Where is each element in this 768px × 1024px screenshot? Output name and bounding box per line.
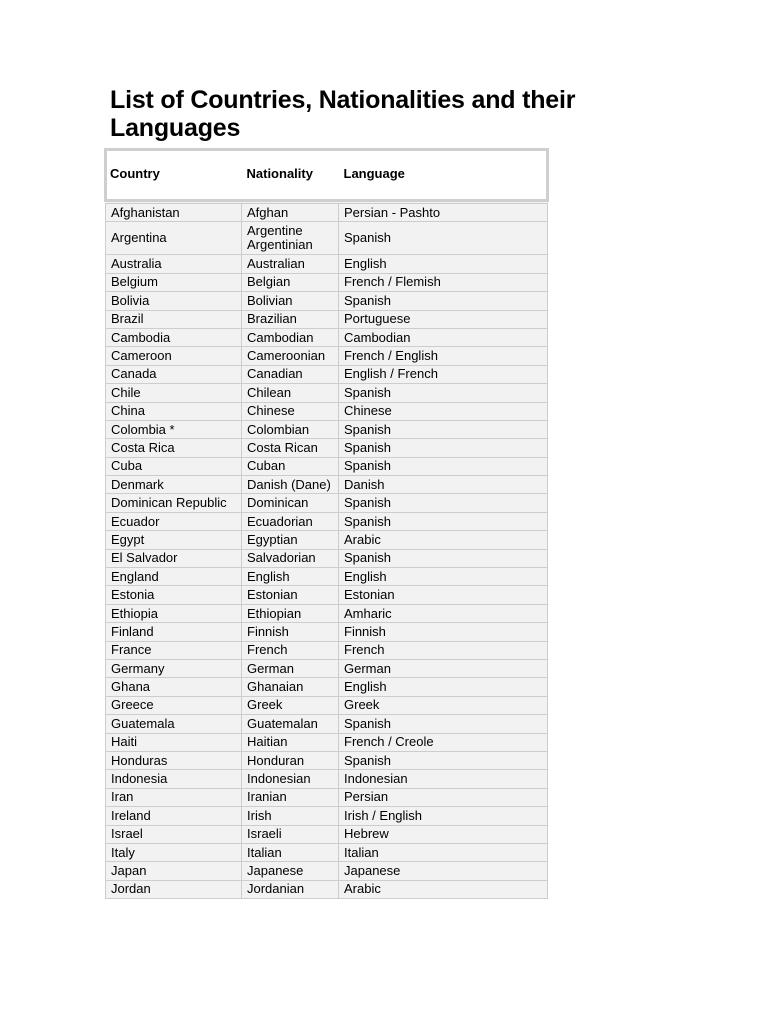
cell-country: Belgium: [106, 273, 242, 291]
cell-country: Guatemala: [106, 715, 242, 733]
cell-country: Colombia *: [106, 420, 242, 438]
table-row: [106, 439, 548, 457]
table-row: [106, 402, 548, 420]
page-title: List of Countries, Nationalities and their Languages: [110, 86, 576, 142]
cell-nationality: Chilean: [242, 384, 339, 402]
cell-nationality: English: [242, 568, 339, 586]
cell-nationality: Cameroonian: [242, 347, 339, 365]
cell-language: French / English: [339, 347, 548, 365]
cell-language: Persian - Pashto: [339, 204, 548, 222]
cell-country: Cameroon: [106, 347, 242, 365]
cell-language: Spanish: [339, 384, 548, 402]
cell-country: Germany: [106, 659, 242, 677]
table-row: [106, 807, 548, 825]
table-body: [106, 201, 548, 899]
cell-country: Cuba: [106, 457, 242, 475]
cell-nationality: Danish (Dane): [242, 476, 339, 494]
cell-country: Ireland: [106, 807, 242, 825]
cell-nationality: Italian: [242, 843, 339, 861]
table-row: [106, 204, 548, 222]
cell-nationality: Canadian: [242, 365, 339, 383]
cell-country: Japan: [106, 862, 242, 880]
cell-country: France: [106, 641, 242, 659]
cell-nationality: Iranian: [242, 788, 339, 806]
table-row: [106, 457, 548, 475]
table-row: [106, 347, 548, 365]
cell-language: Cambodian: [339, 328, 548, 346]
cell-country: Greece: [106, 696, 242, 714]
cell-country: Dominican Republic: [106, 494, 242, 512]
cell-country: Bolivia: [106, 292, 242, 310]
cell-country: Ecuador: [106, 512, 242, 530]
cell-language: Spanish: [339, 292, 548, 310]
cell-nationality: French: [242, 641, 339, 659]
cell-language: Danish: [339, 476, 548, 494]
nationality-line: Argentine: [247, 223, 303, 239]
cell-language: Spanish: [339, 439, 548, 457]
cell-nationality: Ethiopian: [242, 604, 339, 622]
table-header-row: [106, 150, 548, 201]
cell-language: Arabic: [339, 531, 548, 549]
cell-language: Hebrew: [339, 825, 548, 843]
cell-country: Egypt: [106, 531, 242, 549]
cell-language: Spanish: [339, 457, 548, 475]
cell-language: English / French: [339, 365, 548, 383]
cell-nationality: Estonian: [242, 586, 339, 604]
cell-language: Chinese: [339, 402, 548, 420]
cell-country: Ethiopia: [106, 604, 242, 622]
header-country: Country: [106, 150, 242, 201]
cell-language: Greek: [339, 696, 548, 714]
cell-country: Israel: [106, 825, 242, 843]
header-language: Language: [339, 150, 548, 201]
cell-language: Spanish: [339, 751, 548, 769]
table-row: [106, 641, 548, 659]
table-row: [106, 568, 548, 586]
cell-nationality: Bolivian: [242, 292, 339, 310]
table-row: [106, 222, 548, 255]
cell-language: Spanish: [339, 494, 548, 512]
cell-country: Argentina: [106, 222, 242, 255]
cell-nationality: Indonesian: [242, 770, 339, 788]
nationality-line: Argentinian: [247, 237, 313, 253]
cell-country: Haiti: [106, 733, 242, 751]
cell-country: Finland: [106, 623, 242, 641]
table-row: [106, 365, 548, 383]
table-row: [106, 678, 548, 696]
cell-nationality: Honduran: [242, 751, 339, 769]
cell-nationality: Jordanian: [242, 880, 339, 898]
cell-language: Indonesian: [339, 770, 548, 788]
countries-table: [104, 148, 549, 899]
cell-country: El Salvador: [106, 549, 242, 567]
table-row: [106, 531, 548, 549]
table-row: [106, 273, 548, 291]
table-row: [106, 751, 548, 769]
cell-language: Spanish: [339, 420, 548, 438]
cell-nationality: Finnish: [242, 623, 339, 641]
cell-language: Amharic: [339, 604, 548, 622]
table-row: [106, 384, 548, 402]
table-row: [106, 476, 548, 494]
table-row: [106, 623, 548, 641]
cell-country: Chile: [106, 384, 242, 402]
cell-country: Canada: [106, 365, 242, 383]
cell-country: Costa Rica: [106, 439, 242, 457]
cell-country: Italy: [106, 843, 242, 861]
cell-country: Brazil: [106, 310, 242, 328]
table-row: [106, 586, 548, 604]
cell-country: England: [106, 568, 242, 586]
table-row: [106, 420, 548, 438]
cell-language: Estonian: [339, 586, 548, 604]
cell-nationality: Salvadorian: [242, 549, 339, 567]
cell-nationality: Brazilian: [242, 310, 339, 328]
cell-language: Arabic: [339, 880, 548, 898]
cell-country: China: [106, 402, 242, 420]
cell-nationality: Greek: [242, 696, 339, 714]
cell-language: Spanish: [339, 549, 548, 567]
table-row: [106, 549, 548, 567]
cell-language: Spanish: [339, 715, 548, 733]
cell-nationality: Haitian: [242, 733, 339, 751]
table-row: [106, 862, 548, 880]
table-row: [106, 770, 548, 788]
cell-country: Cambodia: [106, 328, 242, 346]
cell-language: English: [339, 568, 548, 586]
cell-country: Estonia: [106, 586, 242, 604]
countries-table-container: [104, 148, 546, 899]
table-row: [106, 825, 548, 843]
cell-country: Iran: [106, 788, 242, 806]
cell-country: Denmark: [106, 476, 242, 494]
cell-language: French / Creole: [339, 733, 548, 751]
cell-nationality: Ecuadorian: [242, 512, 339, 530]
cell-nationality: Afghan: [242, 204, 339, 222]
cell-language: Spanish: [339, 222, 548, 255]
cell-nationality: Costa Rican: [242, 439, 339, 457]
cell-nationality: Guatemalan: [242, 715, 339, 733]
table-row: [106, 843, 548, 861]
table-row: [106, 512, 548, 530]
cell-nationality: Egyptian: [242, 531, 339, 549]
table-row: [106, 696, 548, 714]
cell-nationality: Cambodian: [242, 328, 339, 346]
table-row: [106, 494, 548, 512]
table-row: [106, 255, 548, 273]
cell-nationality: Israeli: [242, 825, 339, 843]
table-row: [106, 328, 548, 346]
cell-nationality: Dominican: [242, 494, 339, 512]
cell-nationality: Ghanaian: [242, 678, 339, 696]
table-row: [106, 788, 548, 806]
cell-language: French: [339, 641, 548, 659]
cell-country: Jordan: [106, 880, 242, 898]
cell-language: English: [339, 678, 548, 696]
cell-nationality: German: [242, 659, 339, 677]
cell-language: Portuguese: [339, 310, 548, 328]
cell-nationality: Belgian: [242, 273, 339, 291]
cell-country: Honduras: [106, 751, 242, 769]
cell-country: Afghanistan: [106, 204, 242, 222]
table-row: [106, 292, 548, 310]
table-row: [106, 659, 548, 677]
cell-language: Finnish: [339, 623, 548, 641]
cell-language: German: [339, 659, 548, 677]
table-row: [106, 715, 548, 733]
cell-language: Spanish: [339, 512, 548, 530]
cell-language: Persian: [339, 788, 548, 806]
cell-nationality: Irish: [242, 807, 339, 825]
header-nationality: Nationality: [242, 150, 339, 201]
cell-nationality: Japanese: [242, 862, 339, 880]
cell-country: Ghana: [106, 678, 242, 696]
table-row: [106, 604, 548, 622]
cell-country: Australia: [106, 255, 242, 273]
table-row: [106, 310, 548, 328]
table-row: [106, 880, 548, 898]
cell-country: Indonesia: [106, 770, 242, 788]
cell-language: French / Flemish: [339, 273, 548, 291]
cell-nationality: Colombian: [242, 420, 339, 438]
cell-language: Irish / English: [339, 807, 548, 825]
cell-language: English: [339, 255, 548, 273]
cell-nationality: Chinese: [242, 402, 339, 420]
cell-nationality: Cuban: [242, 457, 339, 475]
cell-nationality: Australian: [242, 255, 339, 273]
cell-language: Japanese: [339, 862, 548, 880]
cell-nationality: [242, 222, 339, 255]
cell-language: Italian: [339, 843, 548, 861]
table-row: [106, 733, 548, 751]
